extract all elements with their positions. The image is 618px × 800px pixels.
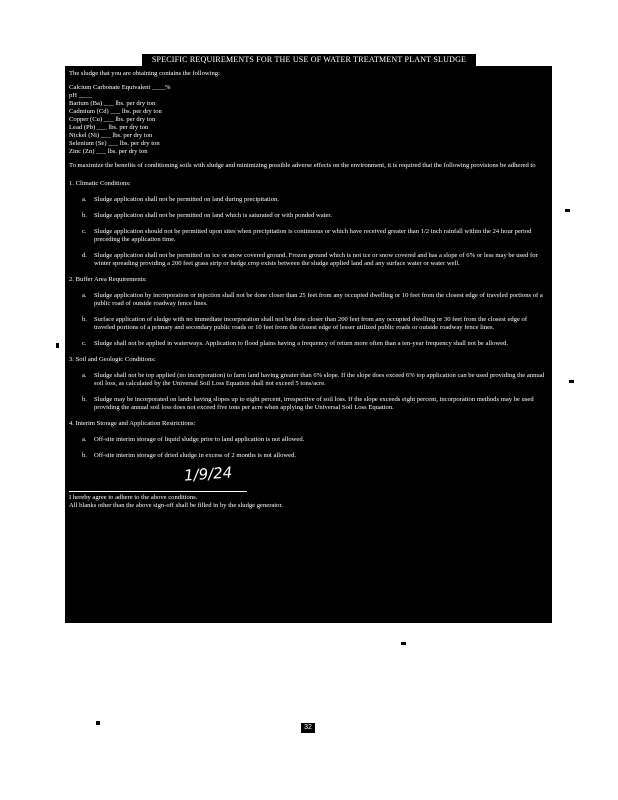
item-letter: c. <box>82 340 87 347</box>
item-text: Sludge application should not be permitted upon sites when precipitation is continuous or which have received greater than 1/2 inch rainfall within the 24 hour period preceding the application time. <box>94 228 532 243</box>
metal-line-zinc: Zinc (Zn) ___ lbs. per dry ton <box>69 148 148 155</box>
metal-line-nickel: Nickel (Ni) ___ lbs. per dry ton <box>69 132 153 139</box>
list-item <box>69 252 547 268</box>
agreement-text: I hereby agree to adhere to the above conditions. <box>69 494 198 501</box>
metal-line-lead: Lead (Pb) ___ lbs. per dry ton <box>69 124 149 131</box>
scan-speck <box>565 209 570 212</box>
scan-speck <box>96 721 100 725</box>
item-text: Sludge application shall not be permitted on land which is saturated or with ponded water. <box>94 212 332 219</box>
item-letter: c. <box>82 228 87 235</box>
list-item <box>69 196 547 204</box>
item-text: Sludge application shall not be permitted on ice or snow covered ground. Frozen ground which is not ice or snow covered and has a slope of 6% or less may be used for winter spreading providing a 200 feet grass strip or hedge crop exists between the sludge applied land and any surface water or water well. <box>94 252 538 267</box>
list-item <box>69 212 547 220</box>
metal-line-copper: Copper (Cu) ___ lbs. per dry ton <box>69 116 156 123</box>
scan-speck <box>569 380 574 383</box>
item-text: Sludge may be incorporated on lands having slopes up to eight percent, irrespective of soil loss. If the slope exceeds eight percent, incorporation methods may be used providing the annual soil loss does not exceed five tons per acre when applying the Universal Soil Loss Equation. <box>94 396 534 411</box>
item-letter: a. <box>82 372 87 379</box>
item-text: Sludge shall not be applied in waterways. Application to flood plains having a frequency of return more often than a ten-year frequency shall not be allowed. <box>94 340 508 347</box>
list-item <box>69 228 547 244</box>
metal-line-carbonate: Calcium Carbonate Equivalent ____% <box>69 84 171 91</box>
item-letter: a. <box>82 436 87 443</box>
signature-line <box>69 491 247 492</box>
list-item <box>69 396 547 412</box>
item-letter: b. <box>82 396 87 403</box>
item-text: Sludge application by incorporation or injection shall not be done closer than 25 feet from any occupied dwelling or 10 feet from the closest edge of traveled portions of a public road of outside roadway fence lines. <box>94 292 543 307</box>
item-letter: d. <box>82 252 87 259</box>
item-text: Surface application of sludge with no immediate incorporation shall not be done closer than 200 feet from any occupied dwelling or 30 feet from the closest edge of traveled portions of a primary and secondary public roads or 10 feet from the closest edge of lesser utilized public roads or outside roadway fence lines. <box>94 316 528 331</box>
item-letter: b. <box>82 212 87 219</box>
item-letter: b. <box>82 316 87 323</box>
document-title: SPECIFIC REQUIREMENTS FOR THE USE OF WATER TREATMENT PLANT SLUDGE <box>142 54 476 66</box>
list-item <box>69 436 547 444</box>
metal-line-selenium: Selenium (Se) ___ lbs. per dry ton <box>69 140 160 147</box>
list-item <box>69 340 547 348</box>
metal-line-cadmium: Cadmium (Cd) ___ lbs. per dry ton <box>69 108 162 115</box>
item-text: Off-site interim storage of dried sludge in excess of 2 months is not allowed. <box>94 452 297 459</box>
section-heading-climatic: 1. Climatic Conditions: <box>69 180 131 187</box>
list-item <box>69 372 547 388</box>
provisions-paragraph: To maximize the benefits of conditioning soils with sludge and minimizing possible adverse effects on the environment, it is required that the following provisions be adhered to <box>69 162 536 169</box>
item-letter: a. <box>82 292 87 299</box>
list-item <box>69 316 547 332</box>
metal-line-ph: pH ____ <box>69 92 92 99</box>
item-text: Sludge application shall not be permitted on land during precipitation. <box>94 196 279 203</box>
footnote-text: All blanks other than the above sign-off shall be filled in by the sludge generator. <box>69 502 283 509</box>
item-letter: b. <box>82 452 87 459</box>
item-text: Sludge shall not be top applied (no incorporation) to farm land having greater than 6% slope. If the slope does exceed 6% top application can be used providing the annual soil loss, as calculated by the Universal Soil Loss Equation shall not exceed 5 tons/acre. <box>94 372 545 387</box>
metal-list <box>69 84 547 156</box>
scan-speck <box>401 642 406 645</box>
section-heading-soil: 3. Soil and Geologic Conditions: <box>69 356 156 363</box>
section-heading-storage: 4. Interim Storage and Application Restrictions: <box>69 420 196 427</box>
item-text: Off-site interim storage of liquid sludge prior to land application is not allowed. <box>94 436 305 443</box>
document-body <box>65 66 552 623</box>
handwritten-date: 1/9/24 <box>183 463 233 485</box>
item-letter: a. <box>82 196 87 203</box>
list-item <box>69 292 547 308</box>
metal-line-barium: Barium (Ba) ___ lbs. per dry ton <box>69 100 156 107</box>
intro-text: The sludge that you are obtaining contains the following: <box>69 70 220 77</box>
list-item <box>69 452 547 460</box>
page-number: 32 <box>301 723 315 733</box>
scan-speck <box>56 343 59 348</box>
section-heading-buffer: 2. Buffer Area Requirements: <box>69 276 147 283</box>
signature-area <box>69 463 547 494</box>
